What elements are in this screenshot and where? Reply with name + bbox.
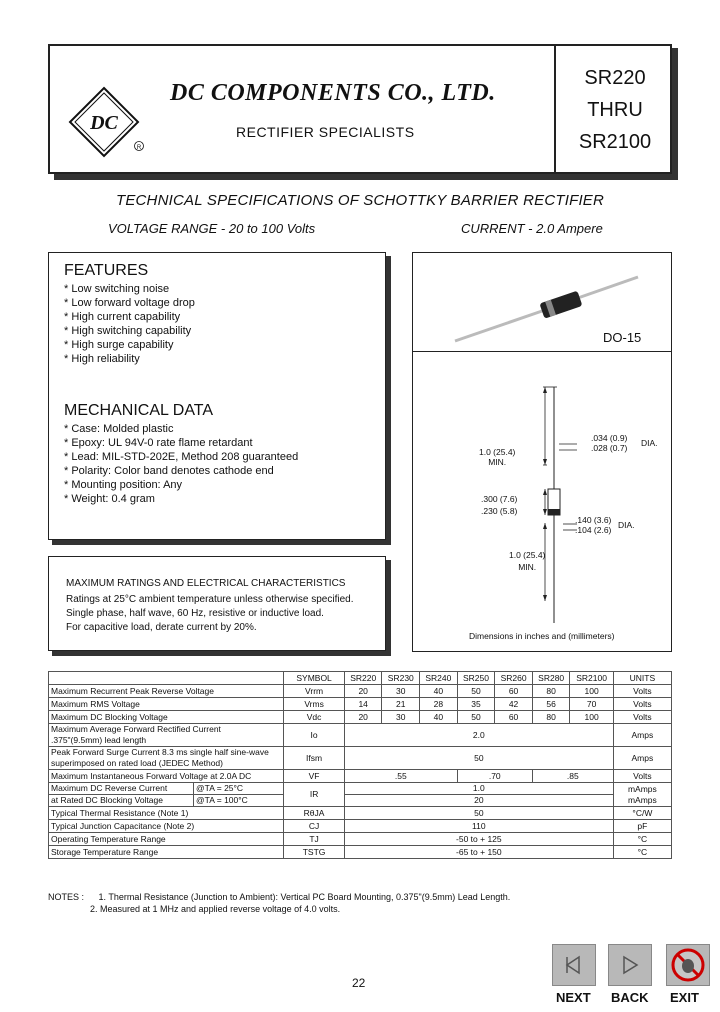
table-row: [49, 783, 672, 807]
value-cell: 40: [420, 685, 458, 698]
list-item: * High reliability: [64, 353, 140, 365]
body-len-max: .300 (7.6): [481, 494, 518, 504]
list-item: * Low forward voltage drop: [64, 297, 195, 309]
value-cell: 50: [457, 685, 495, 698]
svg-text:R: R: [136, 145, 142, 151]
table-row: [49, 770, 672, 783]
note-1: 1. Thermal Resistance (Junction to Ambient): Vertical PC Board Mounting, 0.375"(9.5mm) Lead Length.: [98, 892, 511, 902]
lead-dia-max: .034 (0.9): [591, 433, 628, 443]
lead-len-bot-min: MIN.: [518, 562, 537, 572]
list-item: * High surge capability: [64, 339, 174, 351]
value-cell: 35: [457, 698, 495, 711]
header-cell: SR240: [420, 672, 458, 685]
symbol-cell: VF: [284, 770, 345, 783]
value-cell: 40: [420, 711, 458, 724]
package-divider: [413, 351, 671, 352]
table-row: [49, 747, 672, 770]
header-cell: SR280: [532, 672, 570, 685]
param-cell: [49, 724, 284, 747]
param-line: superimposed on rated load (JEDEC Method): [51, 758, 223, 768]
lead-len-bot-label: [509, 549, 545, 573]
unit-cell: °C/W: [613, 807, 671, 820]
value-cell: 80: [532, 711, 570, 724]
value-cell: .85: [532, 770, 613, 783]
param-cell: Maximum Instantaneous Forward Voltage at 2.0A DC: [49, 770, 284, 783]
list-item: * Case: Molded plastic: [64, 423, 174, 435]
header-cell: SYMBOL: [284, 672, 345, 685]
header-box: [48, 44, 672, 174]
table-row: [49, 711, 672, 724]
param-cell: Typical Thermal Resistance (Note 1): [49, 807, 284, 820]
features-box: [48, 252, 386, 540]
unit-line: mAmps: [627, 794, 657, 805]
value-cell: 20: [344, 711, 382, 724]
value-cell: 100: [570, 711, 613, 724]
body-len-min: .230 (5.8): [481, 506, 518, 516]
value-line: 20: [345, 794, 613, 806]
next-button[interactable]: [552, 944, 596, 986]
param-cell: Maximum RMS Voltage: [49, 698, 284, 711]
body-len-label: [481, 493, 517, 517]
symbol-cell: RθJA: [284, 807, 345, 820]
value-cell: 20: [344, 685, 382, 698]
part-from: SR220: [584, 67, 646, 89]
unit-cell: [613, 783, 671, 807]
spec-table: [48, 671, 672, 859]
unit-cell: Volts: [613, 685, 671, 698]
value-cell: 14: [344, 698, 382, 711]
symbol-cell: CJ: [284, 820, 345, 833]
notes: [48, 891, 510, 915]
part-range: [556, 46, 674, 158]
param-line: Maximum DC Reverse Current: [51, 783, 168, 793]
ratings-shadow-bottom: [52, 651, 391, 656]
voltage-range: VOLTAGE RANGE - 20 to 100 Volts: [108, 221, 316, 236]
symbol-cell: Vrrm: [284, 685, 345, 698]
note-2: 2. Measured at 1 MHz and applied reverse voltage of 4.0 volts.: [90, 904, 341, 914]
next-label[interactable]: NEXT: [556, 990, 591, 1005]
value-cell: 50: [344, 747, 613, 770]
table-row: [49, 698, 672, 711]
table-row: [49, 807, 672, 820]
value-cell: [344, 783, 613, 807]
value-cell: 60: [495, 711, 533, 724]
value-cell: 30: [382, 685, 420, 698]
exit-label[interactable]: EXIT: [670, 990, 699, 1005]
table-row: [49, 833, 672, 846]
package-name: DO-15: [603, 330, 642, 345]
lead-len-top-value: 1.0 (25.4): [479, 447, 516, 457]
back-label[interactable]: BACK: [611, 990, 649, 1005]
symbol-cell: Io: [284, 724, 345, 747]
param-line: Peak Forward Surge Current 8.3 ms single half sine-wave: [51, 747, 269, 757]
value-cell: -65 to + 150: [344, 846, 613, 859]
left-arrow-icon: [553, 945, 595, 985]
param-cell: Typical Junction Capacitance (Note 2): [49, 820, 284, 833]
value-cell: 110: [344, 820, 613, 833]
value-cell: 80: [532, 685, 570, 698]
lead-len-top-label: [479, 447, 515, 467]
value-cell: .55: [344, 770, 457, 783]
param-cell: Storage Temperature Range: [49, 846, 284, 859]
features-shadow: [386, 256, 391, 545]
condition-cell: @TA = 25°C: [193, 783, 283, 794]
param-cell: [49, 747, 284, 770]
exit-button[interactable]: [666, 944, 710, 986]
unit-cell: °C: [613, 833, 671, 846]
header-cell: [49, 672, 284, 685]
param-cell: [49, 783, 284, 807]
ratings-heading: MAXIMUM RATINGS AND ELECTRICAL CHARACTERISTICS: [66, 578, 346, 589]
value-cell: .70: [457, 770, 532, 783]
header-cell: UNITS: [613, 672, 671, 685]
current-rating: CURRENT - 2.0 Ampere: [461, 221, 603, 236]
condition-cell: @TA = 100°C: [193, 795, 283, 806]
list-item: * Polarity: Color band denotes cathode end: [64, 465, 274, 477]
rating-note: Single phase, half wave, 60 Hz, resistive or inductive load.: [66, 608, 324, 619]
symbol-cell: Vrms: [284, 698, 345, 711]
lead-dia-min: .028 (0.7): [591, 443, 628, 453]
value-cell: 50: [344, 807, 613, 820]
dc-logo-icon: [66, 84, 146, 164]
param-line: Maximum Average Forward Rectified Current: [51, 724, 221, 734]
header-cell: SR220: [344, 672, 382, 685]
value-cell: 30: [382, 711, 420, 724]
value-cell: 50: [457, 711, 495, 724]
param-cell: Maximum Recurrent Peak Reverse Voltage: [49, 685, 284, 698]
features-shadow-bottom: [52, 540, 391, 545]
body-dia-label: [575, 515, 611, 535]
features-list: [64, 282, 195, 366]
logo-text: DC: [90, 112, 118, 134]
list-item: * Epoxy: UL 94V-0 rate flame retardant: [64, 437, 253, 449]
value-cell: 28: [420, 698, 458, 711]
value-cell: 2.0: [344, 724, 613, 747]
rating-note: For capacitive load, derate current by 20%.: [66, 622, 257, 633]
header-shadow-right: [672, 48, 678, 180]
header-cell: SR260: [495, 672, 533, 685]
thru-label: THRU: [587, 99, 643, 121]
param-line: .375"(9.5mm) lead length: [51, 735, 147, 745]
dimension-drawing: [413, 353, 671, 653]
symbol-cell: IR: [284, 783, 345, 807]
header-cell: SR2100: [570, 672, 613, 685]
tagline: RECTIFIER SPECIALISTS: [236, 124, 415, 140]
value-cell: -50 to + 125: [344, 833, 613, 846]
value-cell: 21: [382, 698, 420, 711]
header-cell: SR250: [457, 672, 495, 685]
body-dia-max: .140 (3.6): [575, 515, 612, 525]
lead-dia-label: [591, 433, 627, 453]
ratings-lines: [66, 593, 353, 635]
lead-len-top-min: MIN.: [488, 457, 507, 467]
notes-label: NOTES :: [48, 892, 85, 902]
body-dia-min: .104 (2.6): [575, 525, 612, 535]
ratings-box: [48, 556, 386, 651]
header-cell: SR230: [382, 672, 420, 685]
list-item: * High current capability: [64, 311, 181, 323]
value-cell: 42: [495, 698, 533, 711]
unit-cell: Amps: [613, 724, 671, 747]
header-shadow-bottom: [54, 174, 678, 180]
exit-icon: [667, 945, 709, 985]
package-box: [412, 252, 672, 652]
symbol-cell: Ifsm: [284, 747, 345, 770]
list-item: * Low switching noise: [64, 283, 170, 295]
lead-dia-unit: DIA.: [641, 438, 658, 448]
ratings-shadow: [386, 560, 391, 656]
value-cell: 60: [495, 685, 533, 698]
value-cell: 70: [570, 698, 613, 711]
symbol-cell: Vdc: [284, 711, 345, 724]
param-cell: Operating Temperature Range: [49, 833, 284, 846]
symbol-cell: TSTG: [284, 846, 345, 859]
param-line: at Rated DC Blocking Voltage: [51, 795, 163, 805]
unit-cell: Volts: [613, 770, 671, 783]
table-row: [49, 846, 672, 859]
unit-cell: Volts: [613, 698, 671, 711]
param-cell: Maximum DC Blocking Voltage: [49, 711, 284, 724]
unit-cell: °C: [613, 846, 671, 859]
right-arrow-icon: [609, 945, 651, 985]
unit-line: mAmps: [627, 783, 657, 794]
symbol-cell: TJ: [284, 833, 345, 846]
part-to: SR2100: [578, 131, 652, 153]
list-item: * Lead: MIL-STD-202E, Method 208 guaranteed: [64, 451, 299, 463]
list-item: * Mounting position: Any: [64, 479, 183, 491]
unit-cell: pF: [613, 820, 671, 833]
rating-note: Ratings at 25°C ambient temperature unless otherwise specified.: [66, 594, 354, 605]
mechanical-list: [64, 422, 298, 506]
doc-title: TECHNICAL SPECIFICATIONS OF SCHOTTKY BARRIER RECTIFIER: [115, 192, 605, 209]
back-button[interactable]: [608, 944, 652, 986]
page-number: 22: [352, 976, 366, 990]
list-item: * High switching capability: [64, 325, 192, 337]
value-cell: 100: [570, 685, 613, 698]
body-dia-unit: DIA.: [618, 520, 635, 530]
list-item: * Weight: 0.4 gram: [64, 493, 155, 505]
table-row: [49, 724, 672, 747]
dimensions-note: Dimensions in inches and (millimeters): [469, 631, 615, 641]
mechanical-heading: MECHANICAL DATA: [64, 402, 214, 419]
table-header-row: [49, 672, 672, 685]
table-row: [49, 820, 672, 833]
features-heading: FEATURES: [64, 262, 149, 279]
value-line: 1.0: [472, 783, 485, 793]
table-row: [49, 685, 672, 698]
value-cell: 56: [532, 698, 570, 711]
lead-len-bot-value: 1.0 (25.4): [509, 550, 546, 560]
unit-cell: Volts: [613, 711, 671, 724]
company-name: DC COMPONENTS CO., LTD.: [170, 80, 496, 106]
unit-cell: Amps: [613, 747, 671, 770]
